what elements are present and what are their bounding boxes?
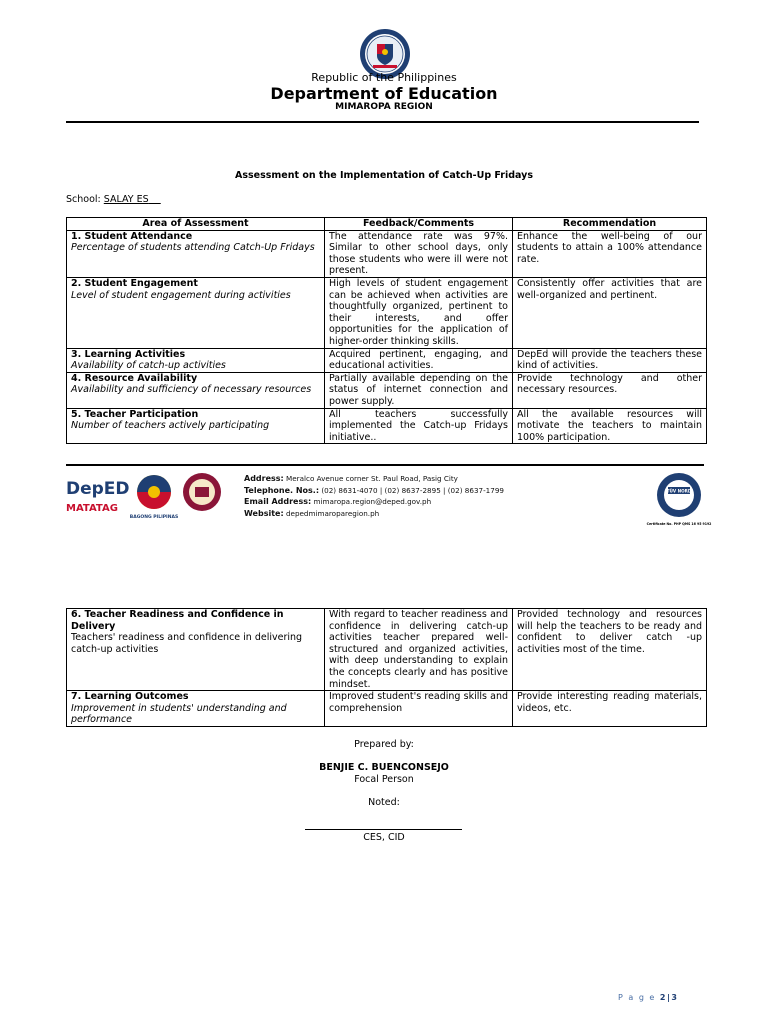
contact-info bbox=[244, 473, 504, 519]
page-label: P a g e bbox=[618, 993, 656, 1002]
table-row bbox=[67, 348, 707, 372]
noted-label: Noted: bbox=[368, 797, 400, 808]
republic-label: Republic of the Philippines bbox=[311, 71, 457, 84]
area-description: Level of student engagement during activities bbox=[71, 289, 291, 301]
noter-title: CES, CID bbox=[363, 832, 405, 843]
area-title: 2. Student Engagement bbox=[71, 277, 198, 289]
feedback-cell: All teachers successfully implemented the Catch-up Fridays initiative.. bbox=[325, 408, 513, 444]
iso-badge-text: TÜV NORD bbox=[666, 488, 692, 494]
preparer-title: Focal Person bbox=[354, 774, 414, 785]
page-number bbox=[618, 993, 678, 1002]
recommendation-cell: Provided technology and resources will help the teachers to be ready and confident to deliver catch -up activities most of the time. bbox=[513, 609, 707, 691]
school-value: SALAY ES bbox=[103, 194, 149, 205]
area-cell bbox=[67, 348, 325, 372]
table-header-row bbox=[67, 218, 707, 231]
department-title: Department of Education bbox=[270, 84, 498, 103]
recommendation-cell: Provide interesting reading materials, videos, etc. bbox=[513, 691, 707, 727]
area-cell bbox=[67, 691, 325, 727]
address-line: Address: Meralco Avenue corner St. Paul Road, Pasig City bbox=[244, 474, 458, 483]
deped-logo-text: DepED bbox=[66, 479, 130, 499]
column-header: Recommendation bbox=[513, 218, 707, 231]
bagong-pilipinas-icon bbox=[130, 475, 178, 520]
column-header: Area of Assessment bbox=[67, 218, 325, 231]
page-total: 3 bbox=[671, 993, 679, 1002]
region-label: MIMAROPA REGION bbox=[335, 102, 433, 112]
area-description: Number of teachers actively participating bbox=[71, 420, 270, 432]
table-row bbox=[67, 372, 707, 408]
iso-certification-icon bbox=[646, 472, 712, 528]
school-field bbox=[66, 194, 161, 205]
matatag-text: MATATAG bbox=[66, 503, 118, 514]
footer-logos bbox=[64, 470, 224, 522]
feedback-cell: Acquired pertinent, engaging, and educational activities. bbox=[325, 348, 513, 372]
region-seal-icon bbox=[183, 473, 221, 511]
area-title: 5. Teacher Participation bbox=[71, 408, 199, 420]
area-title: 1. Student Attendance bbox=[71, 230, 193, 242]
area-title: 4. Resource Availability bbox=[71, 372, 198, 384]
area-cell bbox=[67, 372, 325, 408]
area-title: 3. Learning Activities bbox=[71, 348, 186, 360]
feedback-cell: With regard to teacher readiness and confidence in delivering catch-up activities teacher prepared well-structured and organized activities, with deep understanding to explain the concepts clearly and has positive mindset. bbox=[325, 609, 513, 691]
area-description: Teachers' readiness and confidence in delivering catch-up activities bbox=[71, 632, 303, 655]
recommendation-cell: Consistently offer activities that are well-organized and pertinent. bbox=[513, 277, 707, 348]
feedback-cell: The attendance rate was 97%. Similar to other school days, only those students who were ill were not present. bbox=[325, 230, 513, 277]
area-title: 6. Teacher Readiness and Confidence in Delivery bbox=[71, 609, 284, 632]
area-title: 7. Learning Outcomes bbox=[71, 691, 189, 703]
column-header: Feedback/Comments bbox=[325, 218, 513, 231]
header-divider bbox=[66, 121, 699, 123]
page-current: 2 bbox=[659, 993, 667, 1002]
assessment-table bbox=[66, 217, 707, 444]
area-cell bbox=[67, 230, 325, 277]
table-row bbox=[67, 609, 707, 691]
feedback-cell: High levels of student engagement can be achieved when activities are thoughtfully organized, pertinent to their interests, and offer opportunities for the application of higher-order thinking skills. bbox=[325, 277, 513, 348]
document-title: Assessment on the Implementation of Catch-Up Fridays bbox=[234, 170, 534, 181]
recommendation-cell: All the available resources will motivate the teachers to maintain 100% participation. bbox=[513, 408, 707, 444]
area-description: Percentage of students attending Catch-Up Fridays bbox=[71, 242, 315, 254]
area-description: Availability of catch-up activities bbox=[71, 360, 226, 372]
telephone-line: Telephone. Nos.: (02) 8631-4070 | (02) 8637-2895 | (02) 8637-1799 bbox=[244, 485, 504, 495]
prepared-by-label: Prepared by: bbox=[354, 739, 414, 750]
school-label: School: bbox=[66, 194, 101, 205]
email-line: Email Address: mimaropa.region@deped.gov.ph bbox=[244, 497, 432, 506]
assessment-table-continued bbox=[66, 608, 707, 727]
area-description: Availability and sufficiency of necessary resources bbox=[71, 384, 312, 396]
iso-cert-text: Certificate No. PHP QMS 16 95 9192 bbox=[646, 522, 712, 526]
footer-divider bbox=[66, 464, 704, 466]
feedback-cell: Improved student's reading skills and comprehension bbox=[325, 691, 513, 727]
preparer-name: BENJIE C. BUENCONSEJO bbox=[319, 762, 449, 773]
recommendation-cell: DepEd will provide the teachers these kind of activities. bbox=[513, 348, 707, 372]
recommendation-cell: Enhance the well-being of our students to attain a 100% attendance rate. bbox=[513, 230, 707, 277]
recommendation-cell: Provide technology and other necessary resources. bbox=[513, 372, 707, 408]
bagong-text: BAGONG PILIPINAS bbox=[129, 515, 179, 520]
website-line: Website: depedmimaroparegion.ph bbox=[244, 508, 380, 518]
table-row bbox=[67, 277, 707, 348]
signature-line bbox=[305, 829, 462, 830]
deped-logo-icon bbox=[66, 479, 130, 514]
feedback-cell: Partially available depending on the status of internet connection and power supply. bbox=[325, 372, 513, 408]
table-row bbox=[67, 691, 707, 727]
area-cell bbox=[67, 408, 325, 444]
area-cell bbox=[67, 277, 325, 348]
area-description: Improvement in students' understanding and performance bbox=[71, 702, 287, 726]
table-row bbox=[67, 408, 707, 444]
table-row bbox=[67, 230, 707, 277]
page-separator: | bbox=[666, 993, 672, 1002]
area-cell bbox=[67, 609, 325, 691]
